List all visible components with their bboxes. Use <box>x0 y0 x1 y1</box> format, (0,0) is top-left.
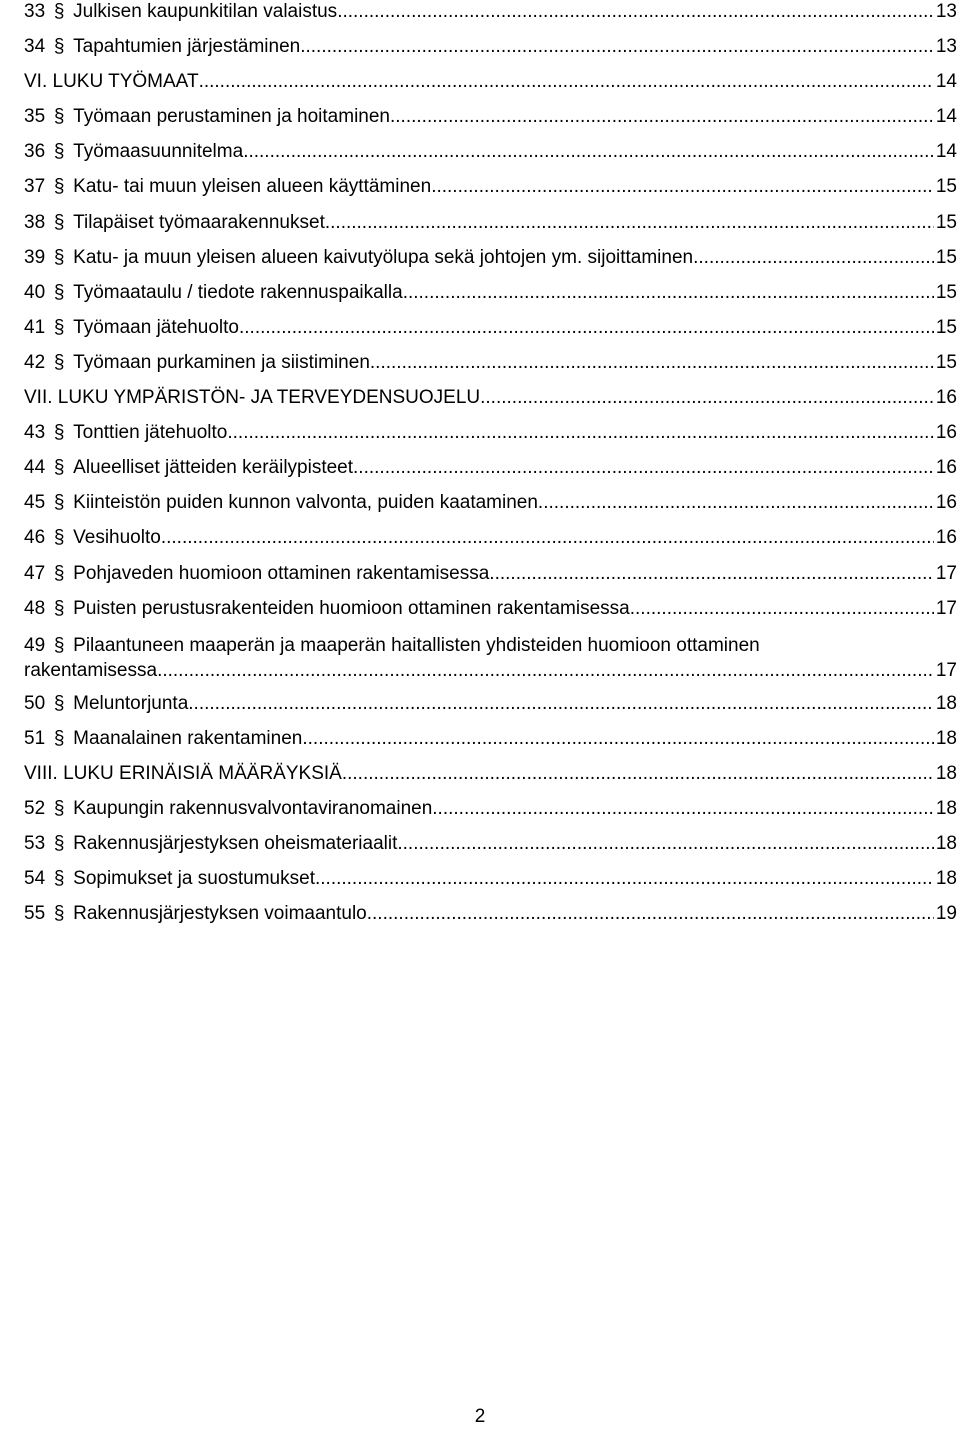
toc-page-number: 15 <box>935 246 957 268</box>
toc-page-number: 14 <box>935 141 957 163</box>
toc-page-number: 16 <box>935 457 957 479</box>
toc-entry-title: Työmaan perustaminen ja hoitaminen <box>73 106 390 128</box>
section-sign: § <box>53 492 65 514</box>
toc-page-number: 17 <box>935 597 957 619</box>
toc-entry-number: 51 <box>24 727 46 749</box>
dot-leader <box>431 169 934 204</box>
toc-entry[interactable] <box>24 450 957 485</box>
toc-entry-line <box>24 633 957 658</box>
toc-entry-number: 37 <box>24 176 46 198</box>
section-sign: § <box>53 1 65 22</box>
toc-page-number: 17 <box>935 562 957 584</box>
toc-page-number: 13 <box>935 1 957 22</box>
toc-page-number: 16 <box>935 422 957 444</box>
toc-page-number: 18 <box>935 727 957 749</box>
dot-leader <box>693 240 934 275</box>
toc-entry-number: 47 <box>24 562 46 584</box>
dot-leader <box>302 721 934 756</box>
chapter-title: VIII. LUKU ERINÄISIÄ MÄÄRÄYKSIÄ <box>24 762 342 784</box>
section-sign: § <box>53 727 65 749</box>
toc-entry-number: 53 <box>24 833 46 855</box>
toc-entry[interactable] <box>24 626 957 686</box>
section-sign: § <box>53 597 65 619</box>
toc-entry[interactable] <box>24 826 957 861</box>
toc-page-number: 15 <box>935 351 957 373</box>
dot-leader <box>480 380 934 415</box>
toc-page-number: 13 <box>935 36 957 58</box>
dot-leader <box>370 345 934 380</box>
section-sign: § <box>53 176 65 198</box>
toc-entry-title: Kaupungin rakennusvalvontaviranomainen <box>73 797 433 819</box>
toc-entry-title: Tonttien jätehuolto <box>73 422 228 444</box>
toc-entry-title: Rakennusjärjestyksen oheismateriaalit <box>73 833 398 855</box>
toc-entry[interactable] <box>24 275 957 310</box>
toc-page-number: 18 <box>935 692 957 714</box>
dot-leader <box>630 591 934 626</box>
toc-entry[interactable] <box>24 345 957 380</box>
dot-leader <box>161 520 934 555</box>
toc-entry-title: Julkisen kaupunkitilan valaistus <box>73 1 338 22</box>
section-sign: § <box>53 868 65 890</box>
dot-leader <box>337 0 934 29</box>
toc-entry[interactable] <box>24 240 957 275</box>
section-sign: § <box>53 692 65 714</box>
section-sign: § <box>53 634 65 656</box>
toc-entry-title-continued: rakentamisessa <box>24 659 158 681</box>
dot-leader <box>489 556 934 591</box>
toc-entry-title: Pohjaveden huomioon ottaminen rakentamisessa <box>73 562 490 584</box>
toc-entry[interactable] <box>24 896 957 931</box>
toc-entry-title: Katu- tai muun yleisen alueen käyttäminen <box>73 176 432 198</box>
toc-entry-number: 35 <box>24 106 46 128</box>
toc-entry[interactable] <box>24 0 957 29</box>
toc-entry-number: 55 <box>24 903 46 925</box>
toc-entry[interactable] <box>24 29 957 64</box>
dot-leader <box>390 99 934 134</box>
toc-entry[interactable] <box>24 99 957 134</box>
toc-entry-number: 41 <box>24 316 46 338</box>
dot-leader <box>199 64 934 99</box>
toc-page-number: 15 <box>935 316 957 338</box>
section-sign: § <box>53 141 65 163</box>
toc-entry[interactable] <box>24 205 957 240</box>
dot-leader <box>432 791 934 826</box>
toc-entry-title: Pilaantuneen maaperän ja maaperän haitallisten yhdisteiden huomioon ottaminen <box>73 634 760 656</box>
dot-leader <box>353 450 934 485</box>
toc-entry-title: Meluntorjunta <box>73 692 189 714</box>
toc-entry-line <box>24 658 957 683</box>
toc-entry-number: 40 <box>24 281 46 303</box>
toc-entry[interactable] <box>24 310 957 345</box>
toc-chapter-heading[interactable] <box>24 380 957 415</box>
toc-entry[interactable] <box>24 686 957 721</box>
dot-leader <box>367 896 934 931</box>
section-sign: § <box>53 281 65 303</box>
toc-entry-title: Työmaasuunnitelma <box>73 141 244 163</box>
toc-page-number: 19 <box>935 903 957 925</box>
toc-entry[interactable] <box>24 791 957 826</box>
section-sign: § <box>53 106 65 128</box>
toc-entry-number: 52 <box>24 797 46 819</box>
page-number: 2 <box>474 1406 486 1427</box>
toc-page-number: 18 <box>935 833 957 855</box>
toc-entry-number: 49 <box>24 634 46 656</box>
toc-entry-title: Kiinteistön puiden kunnon valvonta, puiden kaataminen <box>73 492 538 514</box>
toc-entry-number: 46 <box>24 527 46 549</box>
section-sign: § <box>53 316 65 338</box>
toc-entry[interactable] <box>24 485 957 520</box>
dot-leader <box>397 826 934 861</box>
toc-chapter-heading[interactable] <box>24 64 957 99</box>
toc-entry-number: 45 <box>24 492 46 514</box>
toc-page-number: 18 <box>935 762 957 784</box>
toc-page-number: 18 <box>935 797 957 819</box>
toc-chapter-heading[interactable] <box>24 756 957 791</box>
dot-leader <box>188 686 934 721</box>
toc-entry-number: 38 <box>24 211 46 233</box>
dot-leader <box>403 275 934 310</box>
section-sign: § <box>53 351 65 373</box>
toc-entry-number: 42 <box>24 351 46 373</box>
toc-entry-number: 50 <box>24 692 46 714</box>
section-sign: § <box>53 527 65 549</box>
toc-entry-title: Katu- ja muun yleisen alueen kaivutyölupa sekä johtojen ym. sijoittaminen <box>73 246 694 268</box>
dot-leader <box>300 29 934 64</box>
toc-entry-number: 33 <box>24 1 46 22</box>
section-sign: § <box>53 36 65 58</box>
section-sign: § <box>53 903 65 925</box>
chapter-title: VI. LUKU TYÖMAAT <box>24 71 199 93</box>
toc-entry-title: Työmaan purkaminen ja siistiminen <box>73 351 370 373</box>
toc-entry-number: 39 <box>24 246 46 268</box>
dot-leader <box>243 134 934 169</box>
toc-entry-number: 36 <box>24 141 46 163</box>
section-sign: § <box>53 457 65 479</box>
toc-entry[interactable] <box>24 861 957 896</box>
toc-page-number: 15 <box>935 281 957 303</box>
toc-page-number: 14 <box>935 71 957 93</box>
toc-entry[interactable] <box>24 415 957 450</box>
toc-entry-number: 44 <box>24 457 46 479</box>
toc-page-number: 18 <box>935 868 957 890</box>
toc-entry-title: Maanalainen rakentaminen <box>73 727 303 749</box>
section-sign: § <box>53 797 65 819</box>
section-sign: § <box>53 422 65 444</box>
toc-entry[interactable] <box>24 721 957 756</box>
toc-entry[interactable] <box>24 556 957 591</box>
dot-leader <box>325 205 934 240</box>
toc-page-number: 17 <box>935 659 957 681</box>
toc-entry-title: Sopimukset ja suostumukset <box>73 868 315 890</box>
toc-entry-number: 48 <box>24 597 46 619</box>
toc-entry-title: Rakennusjärjestyksen voimaantulo <box>73 903 367 925</box>
toc-page-number: 15 <box>935 211 957 233</box>
dot-leader <box>157 658 934 683</box>
section-sign: § <box>53 562 65 584</box>
chapter-title: VII. LUKU YMPÄRISTÖN- JA TERVEYDENSUOJELU <box>24 387 481 409</box>
dot-leader <box>227 415 933 450</box>
toc-entry-number: 34 <box>24 36 46 58</box>
toc-entry[interactable] <box>24 520 957 555</box>
toc-entry[interactable] <box>24 134 957 169</box>
toc-page-number: 14 <box>935 106 957 128</box>
toc-entry-title: Vesihuolto <box>73 527 161 549</box>
toc-entry-title: Työmaan jätehuolto <box>73 316 239 338</box>
toc-page-number: 16 <box>935 492 957 514</box>
table-of-contents <box>24 0 957 931</box>
toc-entry-number: 43 <box>24 422 46 444</box>
section-sign: § <box>53 833 65 855</box>
toc-entry-title: Alueelliset jätteiden keräilypisteet <box>73 457 354 479</box>
toc-entry-title: Tapahtumien järjestäminen <box>73 36 301 58</box>
section-sign: § <box>53 246 65 268</box>
toc-page-number: 15 <box>935 176 957 198</box>
toc-entry-number: 54 <box>24 868 46 890</box>
toc-entry-title: Työmaataulu / tiedote rakennuspaikalla <box>73 281 403 303</box>
toc-page-number: 16 <box>935 387 957 409</box>
dot-leader <box>342 756 934 791</box>
toc-entry-title: Tilapäiset työmaarakennukset <box>73 211 325 233</box>
toc-entry-title: Puisten perustusrakenteiden huomioon ottaminen rakentamisessa <box>73 597 630 619</box>
toc-entry[interactable] <box>24 591 957 626</box>
dot-leader <box>538 485 934 520</box>
toc-entry[interactable] <box>24 169 957 204</box>
dot-leader <box>315 861 934 896</box>
toc-page-number: 16 <box>935 527 957 549</box>
section-sign: § <box>53 211 65 233</box>
dot-leader <box>239 310 934 345</box>
